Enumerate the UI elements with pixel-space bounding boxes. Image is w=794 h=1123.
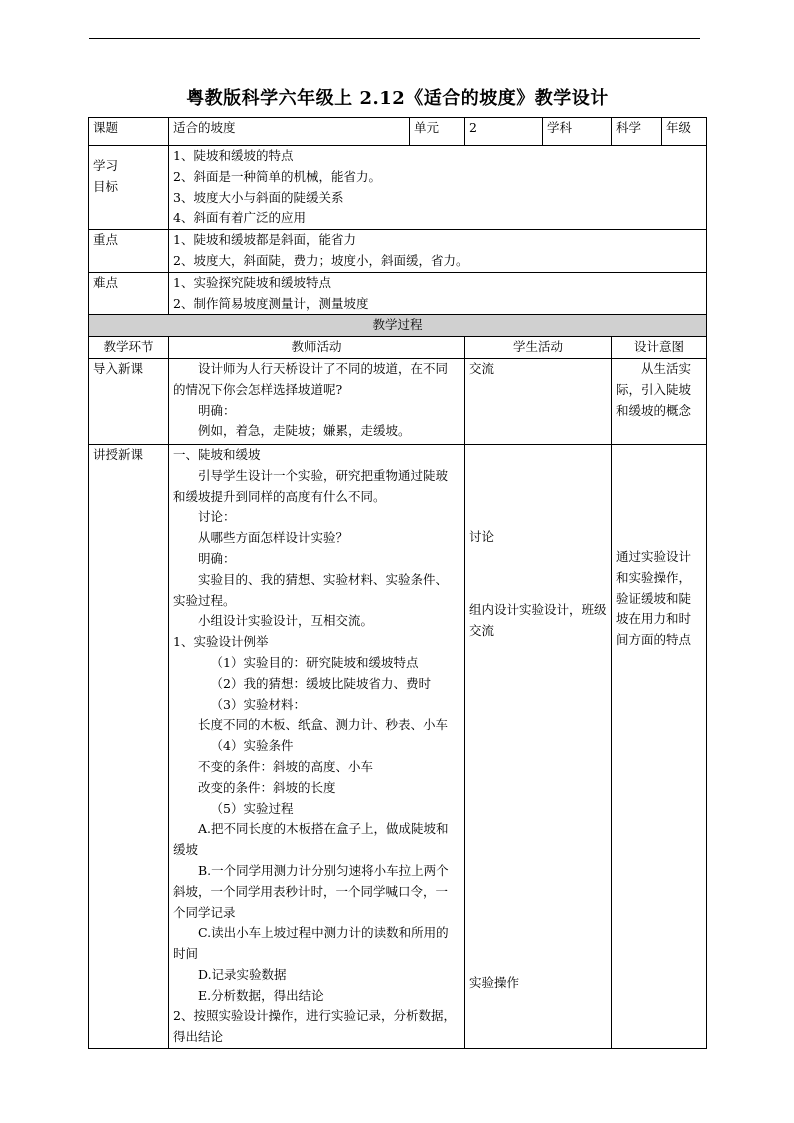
page-title: 粤教版科学六年级上 2.12《适合的坡度》教学设计 — [186, 88, 609, 109]
teacher-line: （1）实验目的：研究陡坡和缓坡特点 — [210, 654, 419, 670]
teacher-line: B.一个同学用测力计分别匀速将小车拉上两个斜坡，一个同学用表秒计时，一个同学喊口令，一个同学记录 — [173, 862, 449, 920]
process-header-row — [89, 315, 707, 337]
column-header-row — [89, 337, 707, 359]
teacher-line: 实验目的、我的猜想、实验材料、实验条件、实验过程。 — [173, 571, 449, 608]
difficulty-item: 2、制作简易坡度测量计，测量坡度 — [173, 295, 369, 311]
lesson-intent-text: 通过实验设计和实验操作，验证缓坡和陡坡在用力和时间方面的特点 — [616, 548, 692, 648]
unit-value: 2 — [465, 118, 543, 146]
key-point-item: 2、坡度大，斜面陡，费力；坡度小，斜面缓，省力。 — [173, 252, 469, 268]
teacher-line: C.读出小车上坡过程中测力计的读数和所用的时间 — [173, 925, 449, 962]
difficulties-row — [89, 272, 707, 315]
objectives-content — [169, 146, 707, 230]
objectives-row — [89, 146, 707, 230]
key-points-row — [89, 230, 707, 273]
key-points-content — [169, 230, 707, 273]
intro-teacher — [169, 358, 465, 444]
process-header: 教学过程 — [89, 315, 707, 337]
intro-teacher-line: 例如，着急，走陡坡；嫌累，走缓坡。 — [198, 423, 411, 439]
student-activity: 讨论 — [469, 528, 495, 544]
objectives-label — [89, 146, 169, 230]
col-stage: 教学环节 — [89, 337, 169, 359]
teacher-line: 从哪些方面怎样设计实验？ — [198, 530, 349, 546]
col-student: 学生活动 — [465, 337, 612, 359]
objectives-label-1: 学习 — [93, 158, 119, 173]
intro-teacher-line: 明确： — [198, 402, 236, 418]
teacher-line: （4）实验条件 — [210, 738, 294, 754]
info-row — [89, 118, 707, 146]
topic-label: 课题 — [89, 118, 169, 146]
difficulties-content — [169, 272, 707, 315]
teacher-line: 2、按照实验设计操作，进行实验记录，分析数据，得出结论 — [173, 1008, 456, 1045]
teacher-line: （5）实验过程 — [210, 800, 294, 816]
objectives-label-2: 目标 — [93, 178, 119, 194]
lesson-intent — [612, 444, 707, 1048]
student-activity: 实验操作 — [469, 975, 520, 991]
subject-label: 学科 — [543, 118, 612, 146]
teacher-line: （3）实验材料： — [210, 696, 306, 712]
lesson-student — [465, 444, 612, 1048]
intro-stage: 导入新课 — [89, 358, 169, 444]
teacher-line: E.分析数据，得出结论 — [198, 987, 324, 1003]
unit-label: 单元 — [410, 118, 465, 146]
intro-row — [89, 358, 707, 444]
lesson-row — [89, 444, 707, 1048]
key-point-item: 1、陡坡和缓坡都是斜面，能省力 — [173, 232, 356, 248]
teacher-line: 长度不同的木板、纸盒、测力计、秒表、小车 — [198, 717, 449, 733]
lesson-stage: 讲授新课 — [89, 444, 169, 1048]
subject-value: 科学 — [612, 118, 662, 146]
objective-item: 4、斜面有着广泛的应用 — [173, 210, 306, 226]
teacher-line: （2）我的猜想：缓坡比陡坡省力、费时 — [210, 675, 431, 691]
objective-item: 3、坡度大小与斜面的陡缓关系 — [173, 189, 344, 205]
objective-item: 1、陡坡和缓坡的特点 — [173, 148, 294, 163]
teacher-line: 一、陡坡和缓坡 — [173, 446, 261, 462]
difficulties-label: 难点 — [89, 272, 169, 315]
intro-student: 交流 — [465, 358, 612, 444]
intro-teacher-line: 设计师为人行天桥设计了不同的坡道，在不同的情况下你会怎样选择坡道呢? — [173, 360, 449, 397]
lesson-teacher — [169, 444, 465, 1048]
student-activity: 组内设计实验设计，班级交流 — [469, 601, 607, 638]
teacher-line: 明确： — [198, 550, 236, 566]
teacher-line: 小组设计实验设计，互相交流。 — [198, 613, 374, 629]
grade-label: 年级 — [662, 118, 707, 146]
teacher-line: 改变的条件：斜坡的长度 — [198, 779, 336, 795]
teacher-line: D.记录实验数据 — [198, 966, 287, 982]
teacher-line: 引导学生设计一个实验，研究把重物通过陡玻和缓坡提升到同样的高度有什么不同。 — [173, 467, 449, 504]
teacher-line: A.把不同长度的木板搭在盒子上，做成陡坡和缓坡 — [173, 821, 449, 858]
topic-value: 适合的坡度 — [169, 118, 410, 146]
header-rule — [89, 38, 700, 39]
key-points-label: 重点 — [89, 230, 169, 273]
intro-intent: 从生活实际，引入陡坡和缓坡的概念 — [612, 358, 707, 444]
teacher-line: 讨论： — [198, 509, 236, 525]
objective-item: 2、斜面是一种简单的机械，能省力。 — [173, 168, 381, 184]
difficulty-item: 1、实验探究陡坡和缓坡特点 — [173, 274, 331, 290]
teacher-line: 1、实验设计例举 — [173, 634, 269, 650]
col-intent: 设计意图 — [612, 337, 707, 359]
lesson-plan-table — [88, 117, 707, 1049]
col-teacher: 教师活动 — [169, 337, 465, 359]
teacher-line: 不变的条件：斜坡的高度、小车 — [198, 758, 374, 774]
